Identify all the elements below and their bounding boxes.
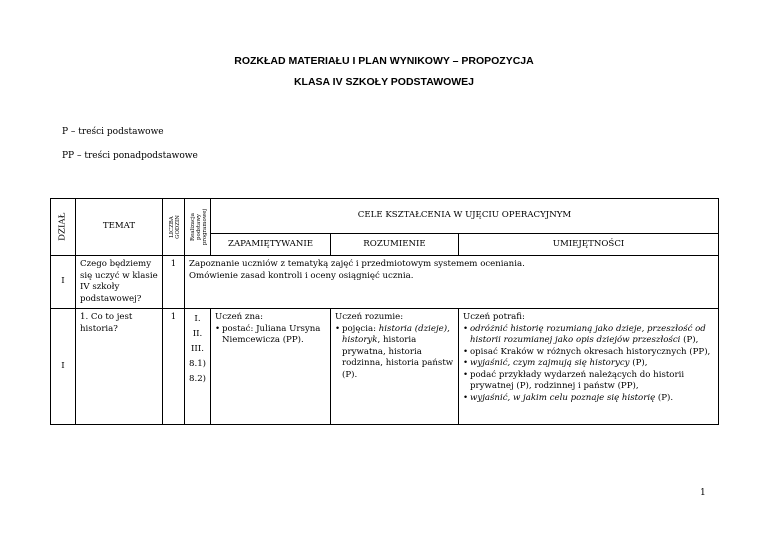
legend-basic: P – treści podstawowe	[62, 127, 164, 137]
header-rozumienie: ROZUMIENIE	[331, 233, 459, 255]
document-title: ROZKŁAD MATERIAŁU I PLAN WYNIKOWY – PROPOZYCJA	[234, 55, 534, 67]
header-realizacja: Realizacja podstawy programowej	[185, 199, 211, 256]
row1-dzial: I	[51, 256, 76, 309]
header-cele: CELE KSZTAŁCENIA W UJĘCIU OPERACYJNYM	[211, 199, 719, 234]
curriculum-table	[50, 198, 719, 425]
row2-podstawa: I. II. III. 8.1) 8.2)	[185, 309, 211, 425]
legend-extended: PP – treści ponadpodstawowe	[62, 151, 198, 161]
row2-godziny: 1	[163, 309, 185, 425]
page-number: 1	[700, 488, 706, 498]
header-liczba-godzin: LICZBA GODZIN	[163, 199, 185, 256]
document-subtitle: KLASA IV SZKOŁY PODSTAWOWEJ	[293, 76, 475, 88]
table-row	[51, 309, 719, 425]
row1-opis: Zapoznanie uczniów z tematyką zajęć i przedmiotowym systemem oceniania. Omówienie zasad kontroli i oceny osiągnięć ucznia.	[185, 256, 719, 309]
row1-temat: Czego będziemy się uczyć w klasie IV szkoły podstawowej?	[76, 256, 163, 309]
header-umiejetnosci: UMIEJĘTNOŚCI	[459, 233, 719, 255]
row1-godziny: 1	[163, 256, 185, 309]
row2-dzial: I	[51, 309, 76, 425]
table-row	[51, 256, 719, 309]
header-zapamietywanie: ZAPAMIĘTYWANIE	[211, 233, 331, 255]
row2-rozumienie: Uczeń rozumie: • pojęcia: historia (dzieje), historyk, historia prywatna, historia rodzinna, historia państw (P).	[331, 309, 459, 425]
row2-zapamietywanie: Uczeń zna: • postać: Juliana Ursyna Niemcewicza (PP).	[211, 309, 331, 425]
row2-temat: 1. Co to jest historia?	[76, 309, 163, 425]
header-temat: TEMAT	[76, 199, 163, 256]
row2-umiejetnosci: Uczeń potrafi: • odróżnić historię rozumianą jako dzieje, przeszłość od historii rozumianej jako opis dziejów przeszłości (P), • opisać Kraków w różnych okresach historycznych (PP), • wyjaśnić, czym zajmują się historycy (P), • podać przykłady wydarzeń należących do historii prywatnej (P), rodzinnej i państw (PP), • wyjaśnić, w jakim celu poznaje się historię (P).	[459, 309, 719, 425]
header-dzial: DZIAŁ	[51, 199, 76, 256]
